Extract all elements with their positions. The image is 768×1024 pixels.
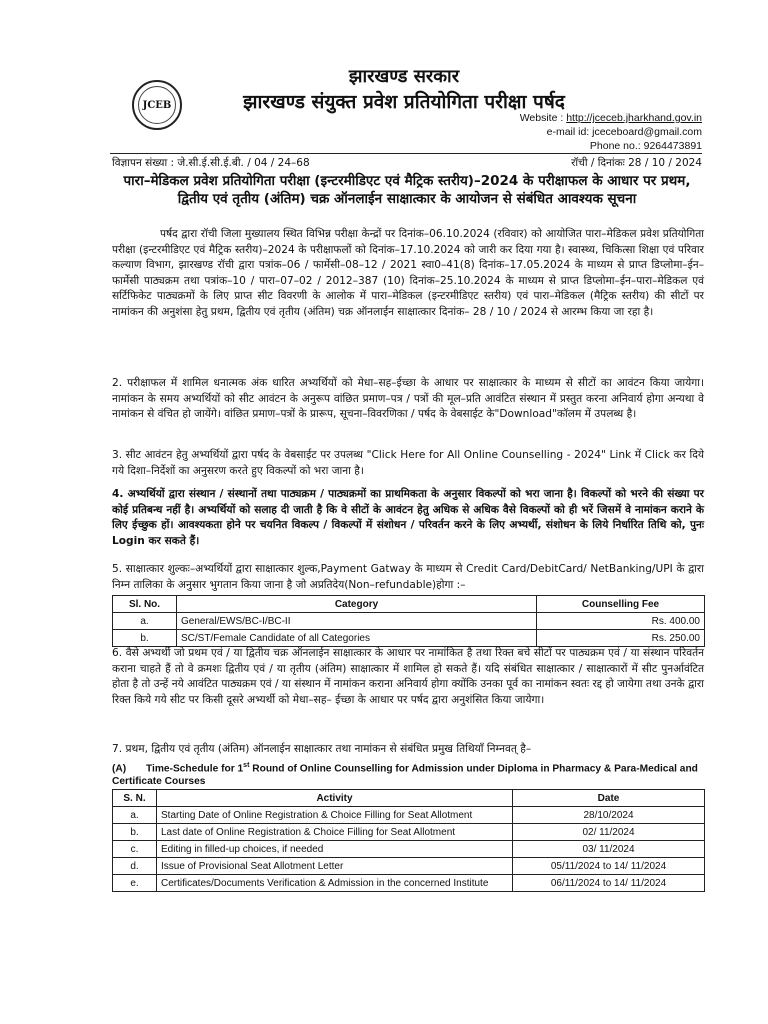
schedule-cell-date: 06/11/2024 to 14/ 11/2024 <box>513 875 705 892</box>
website-label: Website : <box>519 112 567 124</box>
paragraph-1: पर्षद द्वारा रॉची जिला मुख्यालय स्थित विभिन्न परीक्षा केन्द्रों पर दिनांक–06.10.2024 (रविवार) को आयोजित पारा–मेडिकल प्रवेश प्रतियोगिता परीक्षा (इन्टरमीडिएट एवं मैट्रिक स्तरीय)–2024 के परीक्षाफलों को दिनांक–17.10.2024 को जारी कर दिया गया है। स्वास्थ्य, चिकित्सा शिक्षा एवं परिवार कल्याण विभाग, झारखण्ड रॉची द्वारा पत्रांक–06 / फार्मेसी–08–12 / 2021 स्वा0–41(8) दिनांक–17.05.2024 के माध्यम से प्राप्त डिप्लोमा–ईन–फार्मेसी पाठ्यक्रम तथा पत्रांक–10 / पारा–07–02 / 2012–387 (10) दिनांक–25.10.2024 के माध्यम से प्राप्त डिप्लोमा–ईन–पारा–मेडिकल एवं सर्टिफिकेट पाठ्यक्रमों के लिए प्राप्त सीट विवरणी के आलोक में पारा–मेडिकल (इन्टरमीडिएट स्तरीय) एवं पारा–मेडिकल (मैट्रिक स्तरीय) की सीटों पर नामांकन की अनुशंसा हेतु प्रथम, द्वितीय एवं तृतीय (अंतिम) चक्र ऑनलाईन साक्षात्कार दिनांक– 28 / 10 / 2024 से आरम्भ किया जा रहा है। <box>112 228 704 318</box>
paragraph-5: 5. साक्षात्कार शुल्कः–अभ्यर्थियों द्वारा साक्षात्कार शुल्क,Payment Gatway के माध्यम से Credit Card/DebitCard/ NetBanking/UPI के द्वारा निम्न तालिका के अनुसार भुगतान किया जाना है जो अप्रतिदेय(Non–refundable)होगा :– <box>112 563 704 591</box>
paragraph-2: 2. परीक्षाफल में शामिल धनात्मक अंक धारित अभ्यर्थियों को मेधा–सह–ईच्छा के आधार पर साक्षात्कार के माध्यम से सीटों का आवंटन किया जायेगा। नामांकन के समय अभ्यर्थियों को सीट आवंटन के अनुरूप वांछित प्रमाण–पत्र / पत्रों की मूल–प्रति आवंटित संस्थान में प्रस्तुत करना अनिवार्य होगा अन्यथा वे नामांकन से वंचित हो जायेंगे। वांछित प्रमाण–पत्रों के प्रारूप, सूचना–विवरणिका / पर्षद के वेबसाईट के"Download"कॉलम में उपलब्ध है। <box>112 377 704 421</box>
table-row <box>113 630 705 647</box>
fee-cell-amount: Rs. 400.00 <box>537 613 705 630</box>
paragraph-3: 3. सीट आवंटन हेतु अभ्यर्थियों द्वारा पर्षद के वेबसाईट पर उपलब्ध "Click Here for All Online Counselling - 2024" Link में Click कर दिये गये दिशा–निर्देशों का अनुसरण करते हुए विकल्पों को भरा जाना है। <box>112 449 704 477</box>
schedule-label: (A) <box>112 763 127 775</box>
schedule-cell-date: 05/11/2024 to 14/ 11/2024 <box>513 858 705 875</box>
fee-table <box>112 595 705 647</box>
table-row <box>113 807 705 824</box>
fee-cell-category: SC/ST/Female Candidate of all Categories <box>177 630 537 647</box>
logo-text: JCEB <box>142 99 172 111</box>
schedule-heading <box>112 759 704 788</box>
schedule-cell-date: 28/10/2024 <box>513 807 705 824</box>
schedule-cell-activity: Last date of Online Registration & Choice Filling for Seat Allotment <box>157 824 513 841</box>
fee-cell-category: General/EWS/BC-I/BC-II <box>177 613 537 630</box>
header-divider <box>110 153 702 154</box>
fee-cell-amount: Rs. 250.00 <box>537 630 705 647</box>
fee-header-fee: Counselling Fee <box>537 596 705 613</box>
table-row <box>113 824 705 841</box>
schedule-cell-activity: Certificates/Documents Verification & Admission in the concerned Institute <box>157 875 513 892</box>
phone-line: Phone no.: 9264473891 <box>589 140 702 152</box>
schedule-cell-date: 03/ 11/2024 <box>513 841 705 858</box>
schedule-header-sn: S. N. <box>113 790 157 807</box>
schedule-header-activity: Activity <box>157 790 513 807</box>
table-row <box>113 613 705 630</box>
schedule-heading-sup: st <box>243 762 250 769</box>
website-link[interactable]: http://jceceb.jharkhand.gov.in <box>566 112 702 124</box>
schedule-heading-pre: Time-Schedule for 1 <box>145 763 244 775</box>
header-board-name: झारखण्ड संयुक्त प्रवेश प्रतियोगिता परीक्षा पर्षद <box>243 91 565 113</box>
paragraph-6: 6. वैसे अभ्यर्थी जो प्रथम एवं / या द्वितीय चक्र ऑनलाईन साक्षात्कार के आधार पर नामांकित है तथा रिक्त बचे सीटों पर पाठ्यक्रम एवं / या संस्थान परिवर्तन कराना चाहते हैं तो वे क्रमशः द्वितीय एवं / या तृतीय (अंतिम) साक्षात्कार में शामिल हो सकते हैं। यदि संबंधित साक्षात्कार / साक्षात्कारों में सीट पुनर्आवंटित होता है तो उन्हें नये आवंटित पाठ्यक्रम एवं / या संस्थान में नामांकन कराना अनिवार्य होगा क्योंकि उनका पूर्व का नामांकन स्वतः रद्द हो जायेगा तथा उनके द्वारा रिक्त किये गये सीट पर किसी दूसरे अभ्यर्थी को मेधा–सह– ईच्छा के आधार पर पर्षद द्वारा अनुशंसित किया जायेगा। <box>112 647 704 706</box>
fee-cell-slno: a. <box>113 613 177 630</box>
schedule-heading-post: Round of Online Counselling for Admission under Diploma in Pharmacy & Para-Medical and Certificate Courses <box>112 763 698 788</box>
schedule-cell-sn: d. <box>113 858 157 875</box>
header-government: झारखण्ड सरकार <box>348 66 460 87</box>
table-row <box>113 858 705 875</box>
paragraph-7: 7. प्रथम, द्वितीय एवं तृतीय (अंतिम) ऑनलाईन साक्षात्कार तथा नामांकन से संबंधित प्रमुख तिथियाँ निम्नवत् है– <box>112 743 532 755</box>
schedule-cell-activity: Starting Date of Online Registration & Choice Filling for Seat Allotment <box>157 807 513 824</box>
fee-table-header <box>113 596 705 613</box>
fee-cell-slno: b. <box>113 630 177 647</box>
schedule-table-header <box>113 790 705 807</box>
schedule-cell-activity: Issue of Provisional Seat Allotment Letter <box>157 858 513 875</box>
notice-date: रॉची / दिनांकः 28 / 10 / 2024 <box>571 157 702 169</box>
email-line: e-mail id: jceceboard@gmail.com <box>546 126 702 138</box>
schedule-header-date: Date <box>513 790 705 807</box>
schedule-table <box>112 789 705 892</box>
paragraph-4: 4. अभ्यर्थियों द्वारा संस्थान / संस्थानों तथा पाठ्यक्रम / पाठ्यक्रमों का प्राथमिकता के अनुसार विकल्पों को भरा जाना है। विकल्पों को भरने की संख्या पर कोई प्रतिबन्ध नहीं है। अभ्यर्थियों को सलाह दी जाती है कि वे सीटों के आवंटन हेतु अधिक से अधिक वैसे विकल्पों को ही भरें जिसमें वे नामांकन कराने के लिए ईच्छुक हों। आवश्यकता होने पर चयनित विकल्प / विकल्पों में संशोधन / परिवर्तन करने के लिए अभ्यर्थी, संशोधन के लिये निर्धारित तिथि को, पुनः Login कर सकते हैं। <box>112 488 704 547</box>
schedule-cell-sn: b. <box>113 824 157 841</box>
fee-header-slno: Sl. No. <box>113 596 177 613</box>
notice-title: पारा–मेडिकल प्रवेश प्रतियोगिता परीक्षा (इन्टरमीडिएट एवं मैट्रिक स्तरीय)–2024 के परीक्षाफल के आधार पर प्रथम, द्वितीय एवं तृतीय (अंतिम) चक्र ऑनलाईन साक्षात्कार के आयोजन से संबंधित आवश्यक सूचना <box>123 173 691 207</box>
website-line <box>520 111 702 125</box>
table-row <box>113 875 705 892</box>
advertisement-number: विज्ञापन संख्या : जे.सी.ई.सी.ई.बी. / 04 / 24–68 <box>112 157 310 169</box>
schedule-cell-sn: e. <box>113 875 157 892</box>
schedule-cell-date: 02/ 11/2024 <box>513 824 705 841</box>
schedule-cell-sn: a. <box>113 807 157 824</box>
schedule-cell-sn: c. <box>113 841 157 858</box>
schedule-cell-activity: Editing in filled-up choices, if needed <box>157 841 513 858</box>
fee-header-category: Category <box>177 596 537 613</box>
table-row <box>113 841 705 858</box>
